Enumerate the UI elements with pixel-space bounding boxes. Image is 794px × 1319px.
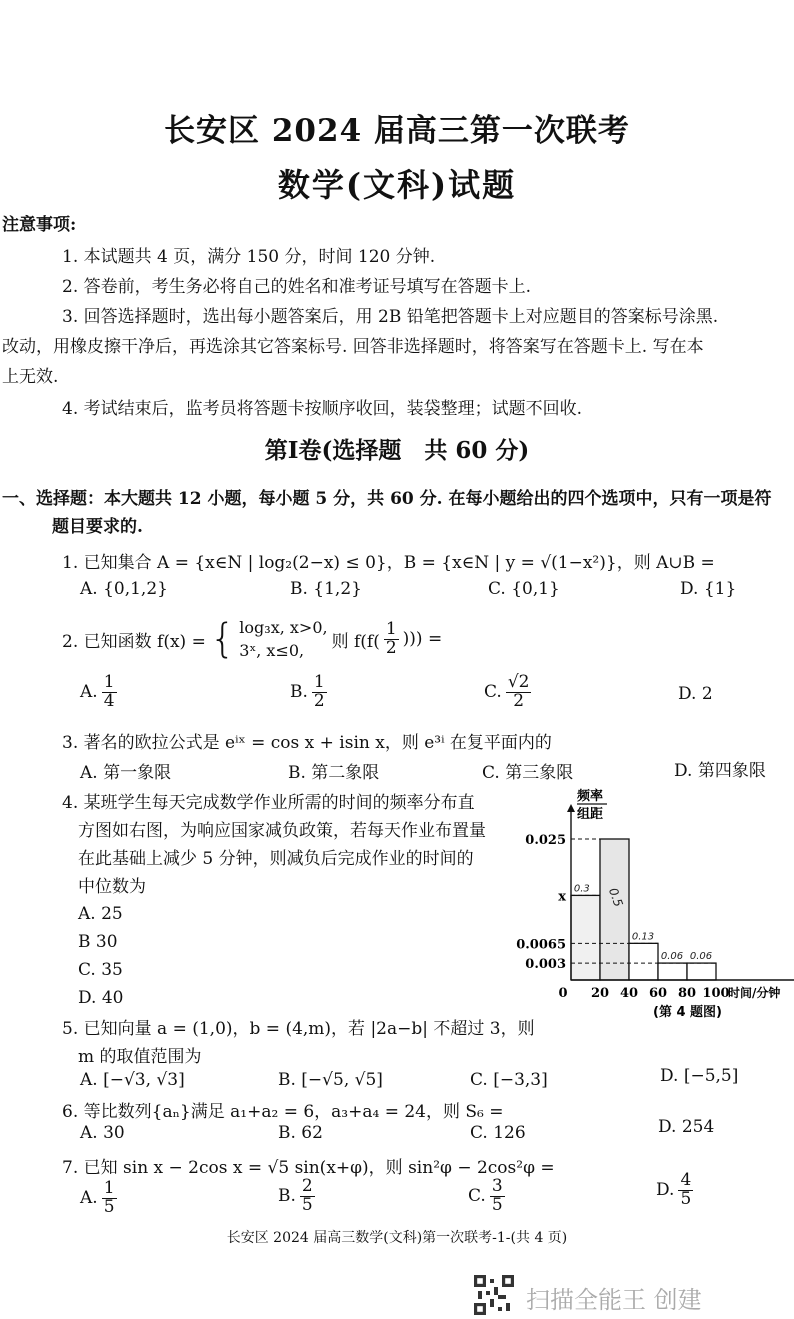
question-4-line: 4. 某班学生每天完成数学作业所需的时间的频率分布直 [62,793,475,813]
q1-option-b: B. {1,2} [290,579,362,599]
q3-option-b: B. 第二象限 [288,763,380,783]
q2-half-fraction: $\frac{1}{2}$ [385,618,397,658]
y-axis-label-bottom: 组距 [577,807,604,822]
section-heading: 第Ⅰ卷(选择题 共 60 分) [264,437,530,464]
x-tick-label: 80 [677,986,697,1001]
handwritten-annotation: 0.3 [573,883,590,895]
q2-option-d: D. 2 [678,684,713,704]
y-tick-label: x [558,889,566,905]
q2-case-2: 3ˣ, x≤0, [239,641,305,660]
q6-option-c: C. 126 [470,1123,526,1143]
q4-option-a: A. 25 [78,904,123,924]
note-item: 4. 考试结束后，监考员将答题卡按顺序收回，装袋整理；试题不回收. [62,399,583,419]
y-axis-label-top: 频率 [577,789,604,804]
q1-option-a: A. {0,1,2} [80,579,168,599]
section-intro: 题目要求的. [52,517,143,537]
q7-option-c: C. $\frac{3}{5}$ [468,1176,503,1215]
q1-option-d: D. {1} [680,579,737,599]
q1-option-c: C. {0,1} [488,579,560,599]
x-tick-label: 100 [702,986,730,1001]
x-tick-label: 40 [619,986,639,1001]
q3-option-d: D. 第四象限 [674,761,766,781]
note-item: 改动，用橡皮擦干净后，再选涂其它答案标号. 回答非选择题时，将答案写在答题卡上. 写在本 [2,337,704,357]
question-5-line2: m 的取值范围为 [78,1047,202,1067]
note-item: 3. 回答选择题时，选出每小题答案后，用 2B 铅笔把答题卡上对应题目的答案标号涂黑. [62,307,719,327]
q3-option-a: A. 第一象限 [80,763,172,783]
q2-stem-end: ))) = [402,629,443,649]
y-tick-label: 0.025 [525,833,566,848]
q7-option-a: A. $\frac{1}{5}$ [80,1178,115,1217]
q2-option-c: C. $\frac{√2}{2}$ [484,672,530,711]
q4-option-d: D. 40 [78,988,124,1008]
q5-option-c: C. [−3,3] [470,1070,548,1090]
question-4-line: 中位数为 [78,877,146,897]
q2-option-a: A. $\frac{1}{4}$ [80,672,115,711]
q2-stem-pre: 2. 已知函数 f(x) = [62,631,206,652]
scanner-watermark: 扫描全能王 创建 [526,1286,702,1314]
x-axis-label: 时间/分钟 [728,986,781,1000]
q6-option-d: D. 254 [658,1117,715,1137]
page-footer: 长安区 2024 届高三数学(文科)第一次联考-1-(共 4 页) [226,1230,568,1246]
q5-option-a: A. [−√3, √3] [80,1070,185,1090]
question-1-stem: 1. 已知集合 A = {x∈N | log₂(2−x) ≤ 0}，B = {x∈N | y = √(1−x²)}，则 A∪B = [62,553,715,573]
exam-title: 长安区 2024 届高三第一次联考 [164,113,630,149]
chart-caption: (第 4 题图) [653,1005,722,1020]
qr-code-icon [474,1275,514,1315]
histogram-bar [571,895,600,980]
notes-heading: 注意事项: [2,215,77,235]
q4-option-c: C. 35 [78,960,123,980]
q2-case-1: log₃x, x>0, [239,617,328,637]
histogram-bar [687,963,716,980]
note-item: 2. 答卷前，考生务必将自己的姓名和准考证号填写在答题卡上. [62,277,532,297]
q6-option-a: A. 30 [80,1123,125,1143]
q2-option-b: B. $\frac{1}{2}$ [290,672,325,711]
q6-option-b: B. 62 [278,1123,323,1143]
q2-cases [239,616,327,662]
question-4-line: 方图如右图，为响应国家减负政策，若每天作业布置量 [78,821,486,841]
handwritten-annotation: 0.5 [605,885,626,909]
note-item: 1. 本试题共 4 页，满分 150 分，时间 120 分钟. [62,247,436,267]
x-tick-label: 60 [648,986,668,1001]
x-tick-label: 0 [558,986,568,1001]
y-axis-arrow-icon [567,804,575,812]
q2-stem-post: 则 f(f( [331,631,380,652]
handwritten-annotation: 0.06 [660,951,684,963]
question-5-line1: 5. 已知向量 a = (1,0)，b = (4,m)，若 |2a−b| 不超过 3，则 [62,1019,535,1039]
note-item: 上无效. [2,367,59,387]
handwritten-annotation: 0.06 [689,951,713,963]
question-2-stem [62,614,442,664]
histogram-bar [629,943,658,980]
y-tick-label: 0.0065 [516,937,566,953]
question-6-stem: 6. 等比数列{aₙ}满足 a₁+a₂ = 6，a₃+a₄ = 24，则 S₆ = [62,1102,504,1122]
histogram-chart [515,784,794,1024]
piecewise-brace-icon: { [209,616,236,662]
q5-option-b: B. [−√5, √5] [278,1070,383,1090]
question-4-line: 在此基础上减少 5 分钟，则减负后完成作业的时间的 [78,849,474,869]
q7-option-d: D. $\frac{4}{5}$ [656,1170,692,1209]
handwritten-annotation: 0.13 [631,931,655,943]
question-7-stem: 7. 已知 sin x − 2cos x = √5 sin(x+φ)，则 sin²φ − 2cos²φ = [62,1158,555,1178]
y-tick-label: 0.003 [525,957,566,973]
x-tick-label: 20 [590,986,610,1001]
histogram-bar [600,839,629,980]
question-3-stem: 3. 著名的欧拉公式是 eⁱˣ = cos x + isin x，则 e³ⁱ 在复平面内的 [62,733,552,753]
exam-subtitle: 数学(文科)试题 [277,166,517,204]
section-intro: 一、选择题：本大题共 12 小题，每小题 5 分，共 60 分. 在每小题给出的四个选项中，只有一项是符 [2,489,772,509]
histogram-bar [658,963,687,980]
q5-option-d: D. [−5,5] [660,1066,739,1086]
q4-option-b: B 30 [78,932,118,952]
q3-option-c: C. 第三象限 [482,763,574,783]
q7-option-b: B. $\frac{2}{5}$ [278,1176,313,1215]
